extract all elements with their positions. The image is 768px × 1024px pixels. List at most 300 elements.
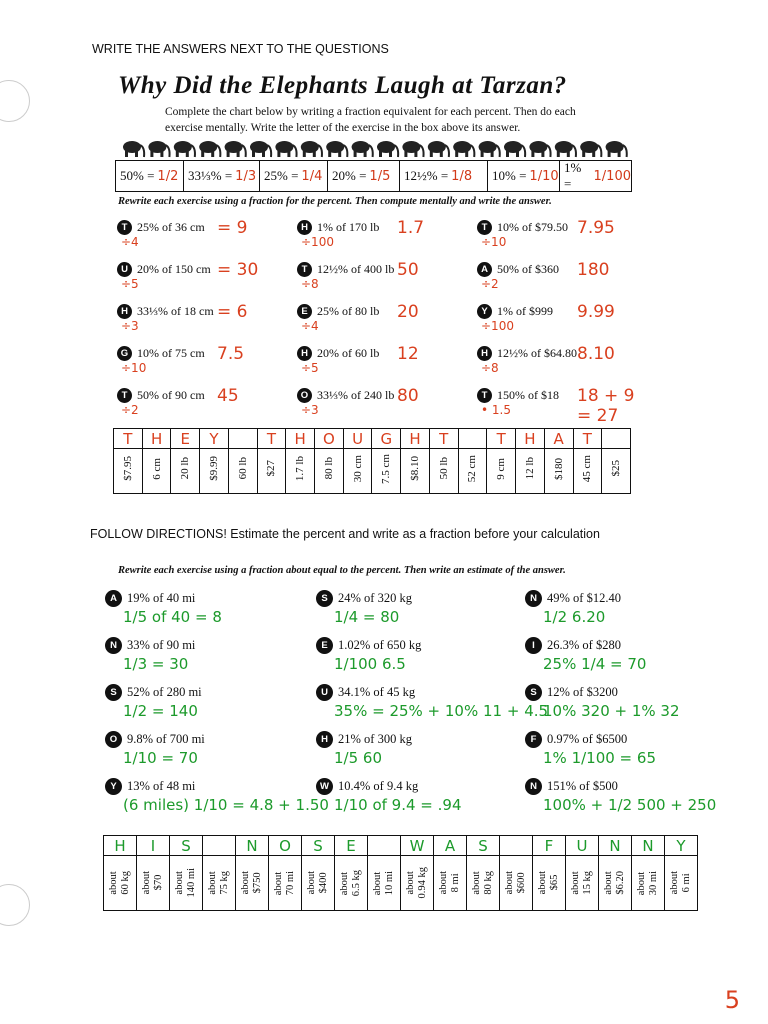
answer-letter-box: G [372,429,401,449]
exercise-item [117,388,292,428]
answer-value-line: about [669,871,680,895]
answer-value-cell [458,449,487,494]
exercise-text: 33% of 90 mi [127,638,196,652]
elephant-icon [301,141,322,157]
work-note: ÷8 [301,277,319,291]
answer-letter-box: S [467,836,500,856]
fraction-answer: 1/4 [301,168,323,184]
answer-value: 50 lb [437,457,450,480]
percent-cell [260,161,328,191]
answer-value-cell [302,856,335,911]
estimate-work: 1/5 60 [334,749,382,767]
answer-value-cell [171,449,200,494]
exercise-text: 1% of 170 lb [317,220,380,234]
answer-letter-box: N [599,836,632,856]
exercise-letter-badge: O [297,388,312,403]
exercise-text: 9.8% of 700 mi [127,732,205,746]
exercise-letter-badge: H [316,731,333,748]
answer-value-line: 0.94 kg [417,867,428,899]
exercise-letter-badge: F [525,731,542,748]
estimate-exercise-item [316,778,521,823]
exercise-letter-badge: W [316,778,333,795]
intro-text: Complete the chart below by writing a fraction equivalent for each percent. Then do each exercise mentally. Write the letter of the exercise in the box above its answer. [165,106,576,134]
elephant-icon [352,141,373,157]
answer-value: $9.99 [208,456,221,481]
answer-value: 80 lb [322,457,335,480]
page-number: 5 [724,986,740,1014]
exercise-item [477,220,652,260]
answer-value: 45 cm [581,454,594,483]
exercise-text: 20% of 60 lb [317,346,380,360]
work-note: ÷10 [121,361,147,375]
answer-value: $7.95 [121,456,134,481]
estimate-exercise-item [316,637,521,682]
answer-value-cell [665,856,698,911]
exercise-letter-badge: U [117,262,132,277]
answer-value-cell [104,856,137,911]
estimate-exercise-item [105,590,310,635]
exercise-letter-badge: O [105,731,122,748]
answer-letter-box: E [335,836,368,856]
answer-value: 7.5 cm [380,453,393,484]
estimate-exercise-item [316,590,521,635]
handwritten-answer: 1.7 [397,218,425,238]
estimate-work: 10% 320 + 1% 32 [543,702,680,720]
answer-letter-box: O [269,836,302,856]
exercise-letter-badge: H [117,304,132,319]
answer-value-line: about [273,871,284,895]
exercise-letter-badge: G [117,346,132,361]
answer-value-cell [599,856,632,911]
exercise-text: 50% of $360 [497,262,559,276]
answer-value-line: about [174,871,185,895]
answer-value-line: 30 mi [648,870,659,896]
estimate-exercise-item [525,731,730,776]
part1-instruction: Rewrite each exercise using a fraction for the percent. Then compute mentally and write the answer. [118,196,552,207]
exercise-text: 151% of $500 [547,779,618,793]
answer-value: 20 lb [179,457,192,480]
exercise-text: 34.1% of 45 kg [338,685,416,699]
estimate-work: 35% = 25% + 10% 11 + 4.5 [334,702,549,720]
answer-value-line: about [339,871,350,895]
answer-letter-box [458,429,487,449]
answer-value: 52 cm [466,454,479,483]
elephant-icon [402,141,423,157]
exercise-text: 21% of 300 kg [338,732,412,746]
handwritten-answer: = 6 [217,302,248,322]
percent-cell [560,161,631,191]
exercise-item [477,262,652,302]
percent-label: 20% = [332,168,367,183]
answer-letter-box [602,429,631,449]
elephant-icon [225,141,246,157]
exercise-item [297,262,472,302]
exercise-letter-badge: H [297,346,312,361]
answer-letter-box: H [401,429,430,449]
answer-value-line: 6 mi [681,873,692,893]
exercise-text: 10% of $79.50 [497,220,568,234]
estimate-exercise-item [316,684,549,729]
answer-value-line: 80 kg [483,871,494,895]
answer-value-line: $400 [318,872,329,894]
exercise-item [297,346,472,386]
answer-value-line: about [471,871,482,895]
answer-table-1 [113,428,631,494]
answer-letter-box: I [137,836,170,856]
answer-value-cell [269,856,302,911]
answer-letter-box: A [434,836,467,856]
exercise-letter-badge: Y [477,304,492,319]
exercise-text: 20% of 150 cm [137,262,211,276]
answer-value: 30 cm [351,454,364,483]
handwritten-answer: 9.99 [577,302,615,322]
answer-letter-box: Y [665,836,698,856]
answer-letter-box: T [257,429,286,449]
exercise-text: 12½% of 400 lb [317,262,395,276]
work-note: ÷2 [481,277,499,291]
exercise-letter-badge: H [297,220,312,235]
percent-label: 50% = [120,168,155,183]
answer-value: $180 [552,457,565,480]
estimate-exercise-item [316,731,521,776]
answer-letter-box: T [114,429,143,449]
handwritten-answer: = 30 [217,260,259,280]
answer-value-line: about [141,871,152,895]
answer-value-cell [401,449,430,494]
exercise-item [117,262,292,302]
answer-value: 60 lb [236,457,249,480]
exercise-item [117,304,292,344]
answer-value-line: about [372,871,383,895]
exercise-letter-badge: N [525,778,542,795]
elephant-icon [555,141,576,157]
answer-value-line: 75 kg [219,871,230,895]
exercise-text: 1.02% of 650 kg [338,638,422,652]
elephant-icon [250,141,271,157]
worksheet-title: Why Did the Elephants Laugh at Tarzan? [118,72,567,99]
elephant-icon [326,141,347,157]
work-note: ÷5 [301,361,319,375]
answer-value-cell [228,449,257,494]
percent-label: 12½% = [404,168,449,183]
answer-value-cell [372,449,401,494]
work-note: ÷100 [301,235,334,249]
binder-hole-top [0,80,30,122]
answer-value: 9 cm [495,457,508,480]
fraction-answer: 1/2 [157,168,179,184]
answer-value: 12 lb [523,457,536,480]
work-note: ÷8 [481,361,499,375]
answer-value-cell [632,856,665,911]
exercise-letter-badge: T [297,262,312,277]
answer-value-cell [573,449,602,494]
work-note: ÷100 [481,319,514,333]
answer-value-cell [602,449,631,494]
work-note: ÷5 [121,277,139,291]
answer-value-cell [315,449,344,494]
answer-letter-box: S [170,836,203,856]
exercise-letter-badge: S [105,684,122,701]
handwritten-answer: 45 [217,386,239,406]
answer-value-cell [500,856,533,911]
estimate-work: 1/2 = 140 [123,702,198,720]
estimate-work: (6 miles) 1/10 = 4.8 + 1.50 [123,796,329,814]
answer-value-line: about [570,871,581,895]
answer-value-line: 15 kg [582,871,593,895]
estimate-work: 1% 1/100 = 65 [543,749,656,767]
estimate-work: 1/10 = 70 [123,749,198,767]
estimate-exercise-item [525,778,730,823]
percent-cell [488,161,560,191]
answer-table-2 [103,835,698,911]
percent-fraction-table [115,160,632,192]
follow-directions: FOLLOW DIRECTIONS! Estimate the percent and write as a fraction before your calculation [90,527,600,541]
answer-letter-box: O [315,429,344,449]
answer-letter-box: H [286,429,315,449]
answer-value-line: about [306,871,317,895]
exercise-text: 19% of 40 mi [127,591,196,605]
exercise-text: 12½% of $64.80 [497,346,577,360]
exercise-letter-badge: T [477,220,492,235]
exercise-text: 49% of $12.40 [547,591,621,605]
answer-value-line: $600 [516,872,527,894]
answer-letter-box: H [104,836,137,856]
answer-value: 1.7 lb [294,455,307,482]
fraction-answer: 1/5 [369,168,391,184]
answer-value: 6 cm [150,457,163,480]
answer-letter-box: E [171,429,200,449]
percent-cell [116,161,184,191]
exercise-text: 33⅓% of 240 lb [317,388,395,402]
handwritten-answer: 50 [397,260,419,280]
answer-letter-box: T [573,429,602,449]
elephant-icon [377,141,398,157]
work-note: ÷2 [121,403,139,417]
exercise-text: 25% of 80 lb [317,304,380,318]
exercise-letter-badge: T [117,220,132,235]
answer-value-line: about [207,871,218,895]
estimate-exercise-item [105,684,310,729]
exercise-letter-badge: T [117,388,132,403]
estimate-exercise-item [525,684,730,729]
answer-value-cell [335,856,368,911]
answer-value-cell [286,449,315,494]
answer-value-cell [257,449,286,494]
estimate-work: 1/4 = 80 [334,608,400,626]
exercise-text: 26.3% of $280 [547,638,621,652]
estimate-exercise-item [105,731,310,776]
answer-value-line: 70 mi [285,870,296,896]
percent-label: 33⅓% = [188,168,233,183]
answer-value-cell [236,856,269,911]
exercise-letter-badge: S [316,590,333,607]
answer-value: $27 [265,460,278,477]
percent-label: 1% = [564,160,582,191]
estimate-exercise-item [105,778,329,823]
answer-value-cell [114,449,143,494]
percent-cell [400,161,488,191]
answer-value-line: 140 mi [186,868,197,898]
fraction-answer: 1/3 [235,168,257,184]
answer-value-line: about [537,871,548,895]
exercise-item [477,304,652,344]
answer-value-line: 8 mi [450,873,461,893]
exercise-text: 52% of 280 mi [127,685,202,699]
answer-letter-box [368,836,401,856]
answer-value-line: about [240,871,251,895]
answer-value-line: about [636,871,647,895]
elephant-icon [123,141,144,157]
answer-value: $25 [610,460,623,477]
answer-value-cell [434,856,467,911]
estimate-work: 1/5 of 40 = 8 [123,608,222,626]
answer-letter-box: U [566,836,599,856]
handwritten-answer: 20 [397,302,419,322]
work-note: ÷10 [481,235,507,249]
exercise-letter-badge: E [316,637,333,654]
elephant-icon [606,141,627,157]
exercise-text: 12% of $3200 [547,685,618,699]
answer-value-cell [142,449,171,494]
answer-value-cell [566,856,599,911]
elephant-icon [199,141,220,157]
answer-value-line: about [438,871,449,895]
answer-letter-box [500,836,533,856]
answer-value-line: $70 [153,875,164,891]
elephant-icon [504,141,525,157]
elephant-border [120,137,628,159]
answer-value-cell [200,449,229,494]
exercise-item [297,304,472,344]
answer-letter-box: H [516,429,545,449]
answer-value-line: 60 kg [120,871,131,895]
exercise-text: 24% of 320 kg [338,591,412,605]
exercise-text: 25% of 36 cm [137,220,205,234]
estimate-work: 1/3 = 30 [123,655,189,673]
elephant-icon [529,141,550,157]
answer-letter-box: S [302,836,335,856]
elephant-icon [275,141,296,157]
elephant-icon [580,141,601,157]
estimate-work: 25% 1/4 = 70 [543,655,647,673]
exercise-text: 10.4% of 9.4 kg [338,779,419,793]
exercise-item [477,388,652,428]
answer-letter-box: H [142,429,171,449]
exercise-item [117,220,292,260]
answer-value-cell [203,856,236,911]
answer-value-line: about [603,871,614,895]
answer-letter-box [228,429,257,449]
exercise-letter-badge: Y [105,778,122,795]
work-note: ÷3 [121,319,139,333]
answer-letter-box: U [343,429,372,449]
handwritten-answer: 7.95 [577,218,615,238]
handwritten-answer: 12 [397,344,419,364]
answer-value-cell [429,449,458,494]
exercise-letter-badge: A [477,262,492,277]
binder-hole-bottom [0,884,30,926]
answer-value-cell [368,856,401,911]
exercise-text: 0.97% of $6500 [547,732,628,746]
work-note: ÷3 [301,403,319,417]
exercise-letter-badge: I [525,637,542,654]
elephant-icon [148,141,169,157]
estimate-exercise-item [105,637,310,682]
exercise-item [297,388,472,428]
answer-value-line: $6.20 [615,871,626,895]
answer-letter-box: T [429,429,458,449]
answer-value-line: about [504,871,515,895]
header-note: WRITE THE ANSWERS NEXT TO THE QUESTIONS [92,42,389,56]
estimate-exercise-item [525,637,730,682]
work-note: ÷4 [121,235,139,249]
answer-value-cell [170,856,203,911]
estimate-work: 1/100 6.5 [334,655,406,673]
exercise-item [297,220,472,260]
answer-letter-box: W [401,836,434,856]
exercise-letter-badge: U [316,684,333,701]
work-note: • 1.5 [481,403,511,417]
exercise-letter-badge: H [477,346,492,361]
answer-letter-box [203,836,236,856]
exercise-item [477,346,652,386]
estimate-work: 1/2 6.20 [543,608,606,626]
elephant-icon [174,141,195,157]
handwritten-answer: 8.10 [577,344,615,364]
percent-label: 10% = [492,168,527,183]
answer-value-cell [401,856,434,911]
exercise-letter-badge: E [297,304,312,319]
estimate-work: 1/10 of 9.4 = .94 [334,796,462,814]
answer-value-cell [487,449,516,494]
handwritten-answer: 7.5 [217,344,245,364]
part2-instruction: Rewrite each exercise using a fraction about equal to the percent. Then write an estimate of the answer. [118,565,566,576]
percent-cell [328,161,400,191]
answer-value-cell [544,449,573,494]
elephant-icon [453,141,474,157]
answer-letter-box: A [544,429,573,449]
fraction-answer: 1/100 [593,168,631,184]
handwritten-answer: 80 [397,386,419,406]
answer-value-cell [467,856,500,911]
exercise-letter-badge: S [525,684,542,701]
estimate-work: 100% + 1/2 500 + 250 [543,796,717,814]
percent-label: 25% = [264,168,299,183]
exercise-letter-badge: A [105,590,122,607]
exercise-letter-badge: N [105,637,122,654]
estimate-exercise-item [525,590,730,635]
handwritten-answer: 180 [577,260,610,280]
answer-value-line: 10 mi [384,870,395,896]
exercise-text: 13% of 48 mi [127,779,196,793]
exercise-text: 150% of $18 [497,388,559,402]
exercise-text: 33⅓% of 18 cm [137,304,214,318]
answer-letter-box: N [236,836,269,856]
exercise-text: 1% of $999 [497,304,553,318]
answer-value-line: $750 [252,872,263,894]
answer-value: $8.10 [409,456,422,481]
answer-letter-box: T [487,429,516,449]
handwritten-answer: = 9 [217,218,248,238]
answer-letter-box: N [632,836,665,856]
answer-letter-box: F [533,836,566,856]
exercise-letter-badge: T [477,388,492,403]
exercise-letter-badge: N [525,590,542,607]
elephant-icon [479,141,500,157]
exercise-text: 10% of 75 cm [137,346,205,360]
fraction-answer: 1/8 [451,168,473,184]
answer-value-cell [343,449,372,494]
